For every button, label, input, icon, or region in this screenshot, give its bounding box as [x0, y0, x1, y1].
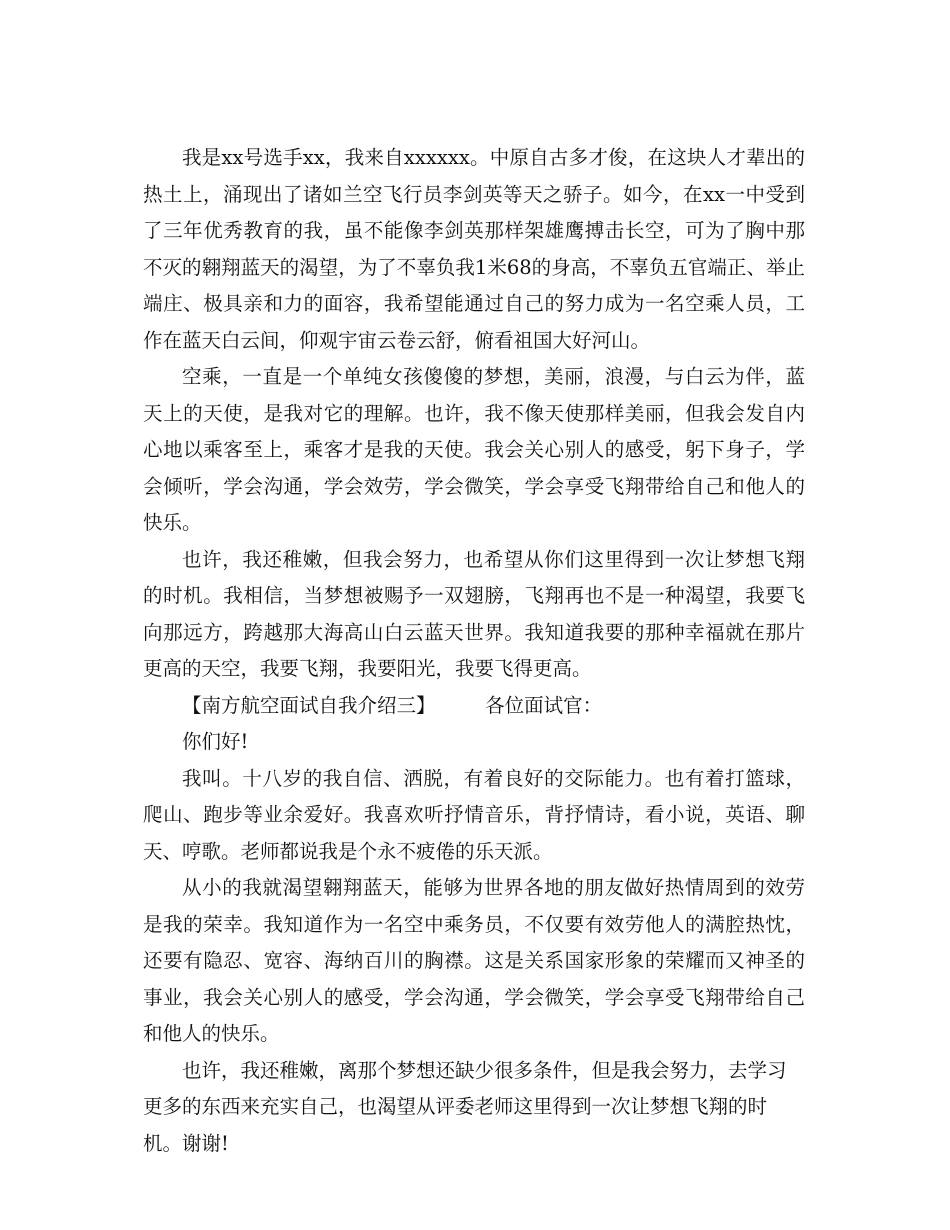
- paragraph-aspiration: 从小的我就渴望翱翔蓝天，能够为世界各地的朋友做好热情周到的效劳是我的荣幸。我知道作为一名空中乘务员，不仅要有效劳他人的满腔热忱，还要有隐忍、宽容、海纳百川的胸襟。这是关系国家形象的荣耀而又神圣的事业，我会关心别人的感受，学会沟通，学会微笑，学会享受飞翔带给自己和他人的快乐。: [143, 876, 805, 1045]
- paragraph-intro: 我是xx号选手xx，我来自xxxxxx。中原自古多才俊，在这块人才辈出的热土上，涌现出了诸如兰空飞行员李剑英等天之骄子。如今，在xx一中受到了三年优秀教育的我，虽不能像李剑英那样架雄鹰搏击长空，可为了胸中那不灭的翱翔蓝天的渴望，为了不辜负我1米68的身高，不辜负五官端正、举止端庄、极具亲和力的面容，我希望能通过自己的努力成为一名空乘人员，工作在蓝天白云间，仰观宇宙云卷云舒，俯看祖国大好河山。: [143, 146, 805, 352]
- paragraph-closing: 也许，我还稚嫩，离那个梦想还缺少很多条件，但是我会努力，去学习更多的东西来充实自己，也渴望从评委老师这里得到一次让梦想飞翔的时机。谢谢!: [143, 1058, 787, 1155]
- section-heading: 【南方航空面试自我介绍三】: [182, 693, 436, 717]
- document-body: [143, 140, 805, 1162]
- paragraph-flight-attendant-dream: 空乘，一直是一个单纯女孩傻傻的梦想，美丽，浪漫，与白云为伴，蓝天上的天使，是我对它的理解。也许，我不像天使那样美丽，但我会发自内心地以乘客至上，乘客才是我的天使。我会关心别人的感受，躬下身子，学会倾听，学会沟通，学会效劳，学会微笑，学会享受飞翔带给自己和他人的快乐。: [143, 365, 805, 534]
- paragraph-hope: 也许，我还稚嫩，但我会努力，也希望从你们这里得到一次让梦想飞翔的时机。我相信，当梦想被赐予一双翅膀，飞翔再也不是一种渴望，我要飞向那远方，跨越那大海高山白云蓝天世界。我知道我要的那种幸福就在那片更高的天空，我要飞翔，我要阳光，我要飞得更高。: [143, 547, 805, 680]
- greeting-addressee: 各位面试官：: [485, 693, 603, 717]
- section-heading-line: [143, 688, 805, 725]
- paragraph-self-intro: 我叫。十八岁的我自信、洒脱，有着良好的交际能力。也有着打篮球，爬山、跑步等业余爱好。我喜欢听抒情音乐，背抒情诗，看小说，英语、聊天、哼歌。老师都说我是个永不疲倦的乐天派。: [143, 766, 805, 863]
- greeting: 你们好!: [182, 730, 249, 753]
